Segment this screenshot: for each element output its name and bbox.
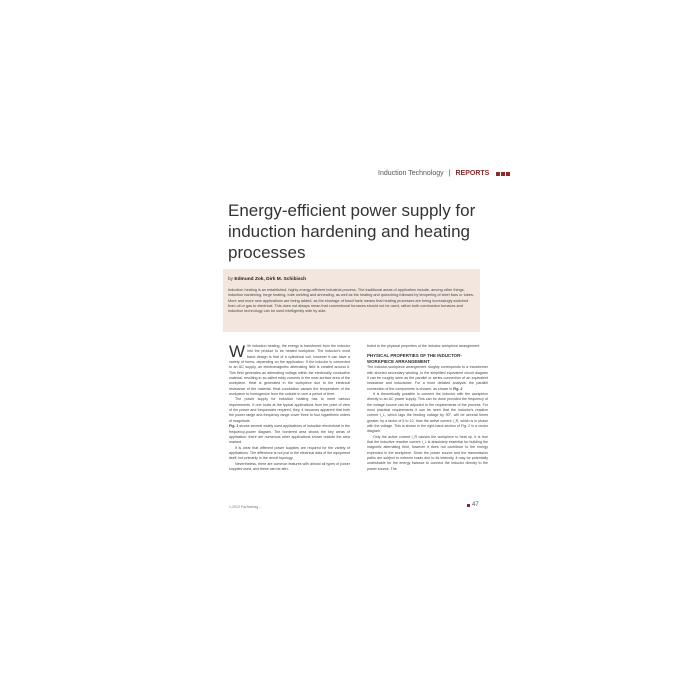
left-paragraph-1: ith induction heating, the energy is transferred from the inductor into the product to be heated workpiece. The inductor's most basic design is that of a cylindrical coil, however it can have a variety of forms, depending on the application. If the inductor is connected to an AC supply, an electromagnetic alternating field is created around it. This field generates an alternating voltage within the electrically conductive material, resulting in so-called eddy currents in the near-surface area of the workpiece. Heat is generated in the workpiece due to the electrical resistance of the material. Heat conduction causes the temperature of the workpiece to homogenize from the outside in over a period of time. xyxy=(229,344,350,397)
fig1-ref: Fig. 1 xyxy=(229,424,239,429)
abstract-box xyxy=(223,269,480,332)
article-title: Energy-efficient power supply for induction hardening and heating processes xyxy=(228,201,476,262)
left-column xyxy=(229,344,350,472)
footer-left: 1-2010 Fachverlag ... xyxy=(229,505,263,509)
left-paragraph-4: Nevertheless, there are common features with almost all types of power supplies used, and these can be attri- xyxy=(229,461,350,471)
right-paragraph-4: Only the active current I_R causes the workpiece to heat up. It is true that the inductive reactive current I_L is absolutely essential for building the magnetic alternating field, however it does not contribute to the energy expended in the workpiece. Since the power source and the transmission paths are subject to extreme loads due to its intensity, it may be potentially undesirable for the energy balance to connect the inductor directly to the power source. The xyxy=(367,434,488,471)
left-paragraph-2: The power supply for induction heating has to meet various requirements. If one looks at the typical applications from the point of view of the power and frequencies required, they, it becomes apparent that both the power range and frequency range cover three to four logarithmic orders of magnitude. xyxy=(229,397,350,423)
byline-prefix: by xyxy=(228,277,234,282)
category-label: REPORTS xyxy=(455,170,490,177)
header-separator: | xyxy=(448,170,451,177)
running-header xyxy=(378,170,510,177)
page-number-text: 47 xyxy=(472,502,479,508)
fig2-ref: Fig. 2 xyxy=(453,386,463,391)
right-column xyxy=(367,344,488,472)
right-paragraph-2: The inductor-workpiece arrangement roughly corresponds to a transformer with shorted secondary winding. In the simplified equivalent circuit diagram it can be roughly seen as the parallel or series connection of an equivalent resistance and inductance. For a more detailed analysis, the parallel connection of the components is chosen, as shown in xyxy=(367,365,488,391)
byline xyxy=(228,277,475,282)
left-paragraph-2b: shows several widely used applications of induction electroheat in the frequency-power diagram. The bordered area shows the key areas of application; there are numerous other applications shown outside the area marked. xyxy=(229,424,350,445)
abstract-text: Induction heating is an established, highly energy-efficient industrial process. The traditional areas of application include, among other things, induction hardening, forge heating, tube welding and annealing, as well as the heating and quenching followed by tempering of steel bars or tubes. More and more new applications are being added, as the shortage of fossil fuels means that heating processes are being increasingly switched from oil or gas to electrical. This does not always mean that conventional furnaces should not be used, rather both combustion furnaces and induction technology can be used intelligently side by side. xyxy=(228,288,474,314)
page-marker-icon xyxy=(467,504,470,507)
accent-blocks-icon xyxy=(496,172,510,176)
section-heading: PHYSICAL PROPERTIES OF THE INDUCTOR-WORKPIECE ARRANGEMENT xyxy=(367,353,462,364)
right-paragraph-1: buted to the physical properties of the inductor workpiece arrangement. xyxy=(367,344,481,348)
page-number xyxy=(467,502,479,508)
section-label: Induction Technology xyxy=(378,170,444,177)
left-paragraph-3: It is clear that different power supplies are required for the variety of applications. The difference is not just in the electrical data of the equipment itself, but primarily in the circuit topology. xyxy=(229,445,350,461)
right-paragraph-3: It is theoretically possible to connect the inductor with the workpiece directly to an AC power supply. This can be done provided the frequency of the voltage source can be adjusted to the requirements of the process. For most practical requirements it can be seen that the inductor's reactive current I_L, which lags the feeding voltage by 90°, will be several times greater, by a factor of 5 to 10, than the active current I_R, which is in phase with the voltage. This is shown in the right-hand section of Fig. 2 in a vector diagram. xyxy=(367,391,488,434)
dropcap: W xyxy=(229,342,246,361)
author-names: Edmund Zok, Dirk M. Schibisch xyxy=(234,277,307,282)
